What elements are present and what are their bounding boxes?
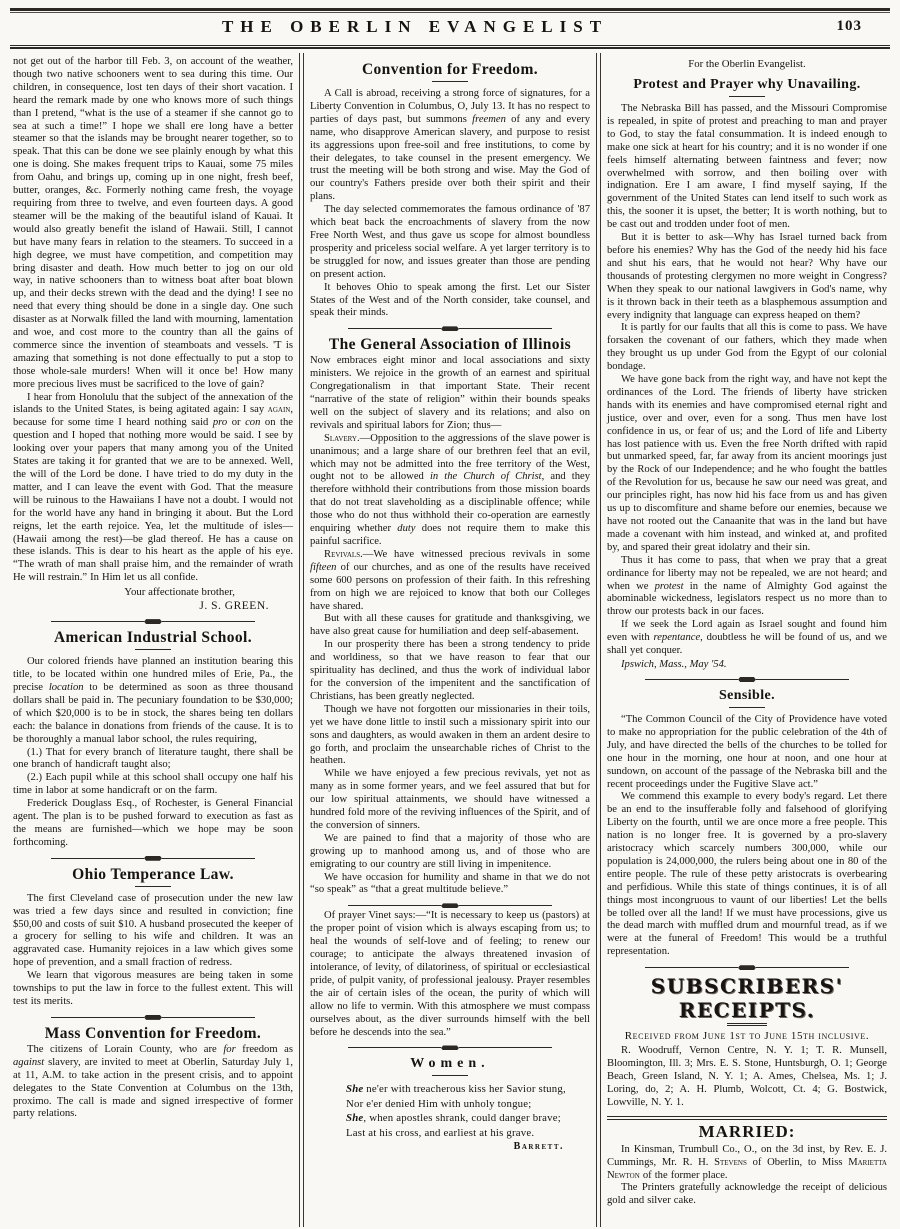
divider-ornament [738, 965, 756, 970]
divider-ornament [441, 1045, 459, 1050]
article-paragraph: We learn that vigorous measures are being taken in some townships to put the law in force to the fullest extent. This will test its merits. [13, 970, 293, 1007]
divider-ornament [441, 326, 459, 331]
article-paragraph: Frederick Douglass Esq., of Rochester, is General Financial agent. The plan is to be pushed forward to execution as fast as the means are furnished—which we hope may be soon forthcoming. [13, 798, 293, 848]
article-paragraph: We have gone back from the right way, and have not kept the ordinances of the Lord. The friends of liberty have stricken hands with its enemies and have compromised eternal right and justice, over and over, even for a song. Thus men have lost confidence in us, or fear of us; and the Lord of life and Liberty has lost patience with us. Even the free North drifted with rapid but unmarked speed, far, far away from its ancient moorings just by the Rock of our Independence; and he who fought the battles of the Revolution for us, because he saw our need was great, and our principles right, has now hid his face from us and has given us up to discomfiture and shame before our enemies, because we have not rooted out the Canaanite that was in the land but have made a covenant with him instead, and winked at, and profited by, and spared their great idolatry and their sin. [607, 374, 887, 553]
receipts-date-range: Received from June 1st to June 15th inclusive. [624, 1030, 870, 1043]
heading-rule [432, 81, 468, 83]
article-title-general-association-of-illinois: The General Association of Illinois [328, 336, 572, 354]
article-paragraph: The Nebraska Bill has passed, and the Missouri Compromise is repealed, in spite of protest and preaching to man and prayer to God, to stay the fatal consummation. It is indeed enough to make one sick at heart for his country; and it is no wonder if one feels himself alternating between faintness and fever; now overwhelmed with sorrow, and then boiling over with indignation. Ere I am aware, I find myself saying, If the government of the United States can lend itself to such work as this, the sooner it is upset, the better; It is worth nothing, but to be cast out and trodden under foot of men. [607, 103, 887, 231]
article-paragraph: Though we have not forgotten our missionaries in their toils, yet we have done little to instil such a missionary spirit into our sons and daughters, as would awaken in them an ardent desire to go forth, and proclaim the unsearchable riches of Christ to the heathen. [310, 703, 590, 767]
article-paragraph: “The Common Council of the City of Providence have voted to make no appropriation for the public celebration of the 4th of July, and have directed the bells of the churches to be tolled for one hour in the morning, one hour at noon, and one hour at sundown, on account of the passage of the Nebraska bill and the recent proceedings under the Fugitive Slave act.” [607, 713, 887, 790]
article-paragraph: The Printers gratefully acknowledge the receipt of delicious gold and silver cake. [607, 1182, 887, 1207]
article-paragraph: In Kinsman, Trumbull Co., O., on the 3d inst, by Rev. E. J. Cummings, Mr. R. H. Stevens of Oberlin, to Miss Marietta Newton of the former place. [607, 1143, 887, 1181]
article-title-protest-and-prayer: Protest and Prayer why Unavailing. [633, 77, 861, 92]
section-divider [348, 1045, 552, 1050]
article-paragraph: The first Cleveland case of prosecution under the new law was tried a few days since and resulted in conviction; fine $50,00 and costs of suit $10. A husband prosecuted the keeper of a grocery for selling to his wife and children. It was an aggravated case. Humanity rejoices in a law which gives some hope of prevention, and a small fraction of redress. [13, 892, 293, 969]
article-paragraph: While we have enjoyed a few precious revivals, yet not as many as in some former years, and we feel assured that but for our low spiritual attainments, we should have witnessed a hundred fold more of the reviving influences of the Spirit, and of the conversion of sinners. [310, 768, 590, 831]
poem-line: She ne'er with treacherous kiss her Savior stung, [346, 1083, 566, 1096]
section-divider [348, 326, 552, 331]
letter-valediction: Your affectionate brother, [124, 586, 235, 599]
section-rule [607, 1116, 887, 1120]
article-paragraph: Now embraces eight minor and local associations and sixty ministers. We rejoice in the growth of an earnest and spiritual Congregationalism in that important State. Their recent “narrative of the state of religion” within their bounds speaks well on the subject of slavery and its relations; and also on revivals and spiritual labors for Zion; thus— [310, 355, 590, 431]
column-divider [596, 53, 601, 1227]
article-paragraph: We are pained to find that a majority of those who are growing up to manhood among us, and of those who are emigrating to our country are still living in impenitence. [310, 832, 590, 870]
poem-signature: Barrett. [513, 1141, 564, 1153]
letter-paragraph: not get out of the harbor till Feb. 3, on account of the weather, though two native schooners went to sea during this time. Our children, in consequence, lost ten days of their short vacation. I heard the remark made by one who knows more of such things than I pretend, “what is the use of a steamer if she cannot go to sea at such a time!” I hope we shall ere long have a better steamer so that the islands may be brought nearer together, so to speak. That this can be done we see plainly enough by what this one is doing. She makes frequent trips to Kauai, some 75 miles from Oahu, and brings up, coming up in one night, fresh beef, butter, oranges, &c. Formerly nothing came fresh, the voyage requiring from three to twelve, and even fourteen days. A good steamer will be the making of the beautiful island of Kauai. It would also greatly benefit the island of Hawaii. Still, I cannot but have many fears in relation to the steamers. To succeed in a high degree, we must have competition, and competition may bring disaster and death. How much better to jog on our old way, in native schooners than to witness boat after boat blown up, and their decks strewn with the dead and the dying! I see no need that every thing should be done in a single day. One such disaster as at Norwalk filled the land with mourning, lamentation and woe, and cost more to the country than all the gains of commerce since the invention of steamboats and vessels. 'T is amazing that something is not done effectually to put a stop to those whole-sale murders! When will it once be! How many more precious lives must be sacrificed to the love of gain? [13, 56, 293, 390]
column-3 [602, 53, 892, 1227]
masthead-title: THE OBERLIN EVANGELIST [221, 17, 609, 36]
article-paragraph: (2.) Each pupil while at this school shall occupy one half his time in labor at some handicraft or on the farm. [13, 772, 293, 797]
section-divider [51, 856, 255, 861]
article-title-mass-convention-for-freedom: Mass Convention for Freedom. [44, 1024, 262, 1042]
article-title-women: Women. [410, 1056, 490, 1072]
poem-line: Last at his cross, and earliest at his grave. [346, 1126, 535, 1139]
heading-rule [727, 1023, 767, 1026]
page-header [10, 13, 890, 43]
poem-line: She, when apostles shrank, could danger brave; [346, 1112, 561, 1125]
article-paragraph: Revivals.—We have witnessed precious revivals in some fifteen of our churches, and as one of the results have received some 600 persons on profession of their faith. In this refreshing from on high we are rejoiced to know that both our Colleges have shared. [310, 548, 590, 612]
article-title-married: MARRIED: [698, 1121, 796, 1141]
heading-rule [729, 707, 765, 709]
letter-paragraph: I hear from Honolulu that the subject of the annexation of the islands to the United States, is being agitated again: I say again, because for some time I heard nothing said pro or con on the question and I hoped that nothing more would be said. I see by looking over your papers that many among you of the United States are taking it for granted that we are to be annexed. Well, the will of the Lord be done. I have tried to do my duty in the matter, and I can leave the event with God. That the measure will be ruinous to the Hawaiians I have not a doubt. I would not for the world have any hand in bringing it about. But the Lord reigns, let the earth rejoice. Yea, let the multitude of isles—(Hawaii among the rest)—be glad thereof. He has a cause on these islands. This is dear to his heart as the apple of his eye. “The wrath of man shall praise him, and the remainder of wrath He will restrain.” In Him let us all confide. [13, 391, 293, 584]
article-title-subscribers-receipts: SUBSCRIBERS' RECEIPTS. [650, 974, 844, 1023]
column-layout [0, 49, 900, 1227]
article-paragraph: But it is better to ask—Why has Israel turned back from before his enemies? Why has the God of the needy hid his face and shut his ears, that he would not hear? Why have our thousands of protesting clergymen no more weight in Congress? When they speak to our national lawgivers in God's name, why is it thrown back in their teeth as a blasphemous assumption and every indignity that language can express heaped on them? [607, 232, 887, 321]
divider-ornament [738, 677, 756, 682]
article-paragraph: In our prosperity there has been a strong tendency to pride and worldiness, so that we have reason to fear that our spirituality has declined, and thus the work of individual labor for the conversion of the impenitent and the sanctification of Christians, has been greatly neglected. [310, 639, 590, 702]
article-paragraph: If we seek the Lord again as Israel sought and found him even with repentance, doubtless he will be found of us, and we shall yet conquer. [607, 619, 887, 657]
article-paragraph: Slavery.—Opposition to the aggressions of the slave power is unanimous; and a large share of our brethren feel that an evil, which may not be admitted into the free territory of the West, ought not to be allowed in the Church of Christ, and they therefore withhold their contributions from those mission boards that do not treat slaveholding as a disciplinable offence; while those who do not thus withhold their co-operation are earnestly enquiring whether duty does not require them to make this painful sacrifice. [310, 432, 591, 547]
article-kicker: For the Oberlin Evangelist. [688, 58, 806, 70]
section-divider [51, 619, 255, 624]
article-title-sensible: Sensible. [718, 687, 776, 703]
column-divider [299, 53, 304, 1227]
heading-rule [432, 1075, 468, 1077]
section-divider [348, 903, 552, 908]
page-number: 103 [836, 18, 862, 34]
poem-line: Nor e'er denied Him with unholy tongue; [346, 1097, 532, 1110]
article-title-ohio-temperance-law: Ohio Temperance Law. [72, 865, 234, 883]
section-divider [645, 677, 849, 682]
article-paragraph: The citizens of Lorain County, who are for freedom as against slavery, are invited to meet at Oberlin, Saturday July 1, at 11, A.M. to take action in the present crisis, and to appoint delegates to the State Convention at Columbus on the 13th, proximo. The call is made and signed irrespective of former party relations. [13, 1043, 293, 1120]
section-divider [645, 965, 849, 970]
divider-ornament [144, 1015, 162, 1020]
article-paragraph: It is partly for our faults that all this is come to pass. We have forsaken the covenant of our fathers, which they made when they brought us up under God from the Egypt of our colonial bondage. [607, 322, 887, 373]
column-1 [8, 53, 298, 1227]
letter-signature: J. S. GREEN. [199, 600, 269, 613]
article-paragraph: Our colored friends have planned an institution bearing this title, to be located within one hundred miles of Erie, Pa., the precise location to be determined as soon as three thousand dollars shall be paid in. The pecuniary foundation to be $30,000; of which $20,000 is to be in stock, the shares being ten dollars each: the balance in donations from friends of the cause. It is to be thoroughly a manual labor school, the rules requiring, [13, 656, 293, 745]
article-dateline: Ipswich, Mass., May '54. [621, 658, 727, 670]
article-title-american-industrial-school: American Industrial School. [53, 629, 253, 647]
heading-rule [135, 649, 171, 651]
article-paragraph: A Call is abroad, receiving a strong force of signatures, for a Liberty Convention in Columbus, O, July 13. It has no respect to parties of days past, but summons freemen of any and every name, who disapprove American slavery, and purpose to resist its aggressions upon free-soil and free institutions, to come by their delegates, to take counsel in the present emergency. We trust the meeting will be both strong and wise. May the God of our country's Fathers preside over both their spirit and their plans. [310, 88, 591, 203]
article-paragraph: It behoves Ohio to speak among the first. Let our Sister States of the West and of the North consider, take counsel, and speak their minds. [310, 281, 590, 319]
heading-rule [135, 886, 171, 888]
receipts-list: R. Woodruff, Vernon Centre, N. Y. 1; T. R. Munsell, Bloomington, Ill. 3; Mrs. E. S. Stone, Huntsburgh, O. 1; George Beach, Green Island, N. Y. 1; A. Ames, Chelsea, Ms. 1; J. Loring, do, 2; A. H. Plumb, Wolcott, Ct. 4; G. Bostwick, Lowville, N. Y. 1. [607, 1045, 887, 1108]
divider-ornament [144, 856, 162, 861]
poem [346, 1082, 590, 1140]
article-paragraph: We commend this example to every body's regard. Let there be an end to the insufferable folly and falsehood of glorifying Liberty on the fourth, until we are once more a free people. This nation is no longer free. It is governed by a pro-slavery aristocracy which scarcely numbers 300,000, while our population is 24,000,000, the rulers being about one in 80 of the entire people. The rule of these petty aristocrats is overbearing and perfidious. While this state of things continues, it is of all things most incongruous to vaunt of our liberties! Let the bells be tolled over all the land! If we must have processions, give us the dead march with muffled drum and mournful tread, as if we were at the funeral of Freedom! This would be a truthful representation. [607, 791, 887, 958]
vinet-quote-paragraph: Of prayer Vinet says:—“It is necessary to keep us (pastors) at the proper point of vision which is always escaping from us; to heal the wounds of self-love and of feeling; to renew our courage; to anticipate the always threatened invasion of intolerance, of levity, of dilatoriness, of spiritual or ecclesiastical pride, of pulpit vanity, of professional jealousy. Prayer resembles the air of certain isles of the ocean, the purity of which will allow no life to vermin. With this atmosphere we must compass ourselves about, as the diver surrounds himself with the bell before he descends into the sea.” [310, 910, 590, 1038]
divider-ornament [144, 619, 162, 624]
heading-rule [729, 96, 765, 98]
column-2 [305, 53, 595, 1227]
divider-ornament [441, 903, 459, 908]
article-paragraph: (1.) That for every branch of literature taught, there shall be one branch of handicraft taught also; [13, 746, 293, 771]
article-paragraph: We have occasion for humility and shame in that we do not “so speak” as “that a great multitude believe.” [310, 871, 590, 896]
article-title-convention-for-freedom: Convention for Freedom. [361, 61, 539, 78]
article-paragraph: Thus it has come to pass, that when we pray that a great ordinance for liberty may not be repealed, we are not heard; and when we protest in the name of Almighty God against the abominable wickedness, legislators respect us no more than to throw our protests back in our faces. [607, 554, 887, 618]
section-divider [51, 1015, 255, 1020]
article-paragraph: The day selected commemorates the famous ordinance of '87 which beat back the encroachments of slavery from the now Free North West, and thus gave us scope for almost boundless prosperity and priceless social welfare. A yet larger territory is to be struggled for now, and issues greater than those are pending on present action. [310, 204, 590, 280]
article-paragraph: But with all these causes for gratitude and thanksgiving, we have also great cause for humiliation and deep self-abasement. [310, 613, 590, 638]
